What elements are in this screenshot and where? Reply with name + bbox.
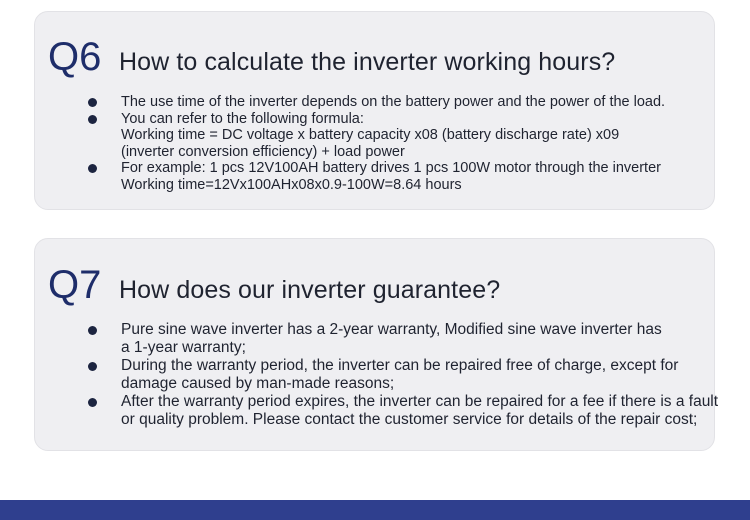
- question-number: Q7: [48, 263, 102, 307]
- answer-line: After the warranty period expires, the inverter can be repaired for a fee if there is a fault: [121, 393, 719, 410]
- bullet-icon: [88, 98, 97, 107]
- answer-line: Working time=12Vx100AHx08x0.9-100W=8.64 hours: [121, 176, 462, 193]
- faq-card-q7: [34, 238, 719, 451]
- question-title: How does our inverter guarantee?: [119, 276, 501, 304]
- answer-line: For example: 1 pcs 12V100AH battery drives 1 pcs 100W motor through the inverter: [121, 160, 661, 177]
- answer-item: [121, 111, 706, 161]
- bullet-icon: [88, 115, 97, 124]
- answer-line: or quality problem. Please contact the customer service for details of the repair cost;: [121, 411, 698, 428]
- answer-item: [121, 321, 706, 357]
- answer-line: You can refer to the following formula:: [121, 110, 364, 127]
- answer-line: During the warranty period, the inverter can be repaired free of charge, except for: [121, 357, 679, 374]
- answer-line: Working time = DC voltage x battery capacity x08 (battery discharge rate) x09: [121, 127, 620, 144]
- question-title: How to calculate the inverter working hours?: [119, 48, 616, 76]
- answer-item: [121, 393, 719, 429]
- faq-card-q6: [34, 11, 715, 210]
- answer-line: damage caused by man-made reasons;: [121, 375, 395, 392]
- answer-list: [121, 94, 706, 194]
- answer-line: Pure sine wave inverter has a 2-year warranty, Modified sine wave inverter has: [121, 321, 662, 338]
- bullet-icon: [88, 362, 97, 371]
- answer-line: (inverter conversion efficiency) + load power: [121, 143, 405, 160]
- bullet-icon: [88, 398, 97, 407]
- answer-line: The use time of the inverter depends on the battery power and the power of the load.: [121, 94, 666, 110]
- answer-item: [121, 357, 706, 393]
- answer-list: [121, 321, 719, 429]
- answer-item: [121, 94, 706, 111]
- bullet-icon: [88, 164, 97, 173]
- footer-bar: [0, 500, 750, 520]
- question-number: Q6: [48, 35, 102, 79]
- answer-line: a 1-year warranty;: [121, 339, 246, 356]
- bullet-icon: [88, 326, 97, 335]
- question-header: [48, 34, 615, 80]
- answer-item: [121, 160, 706, 193]
- question-header: [48, 262, 500, 308]
